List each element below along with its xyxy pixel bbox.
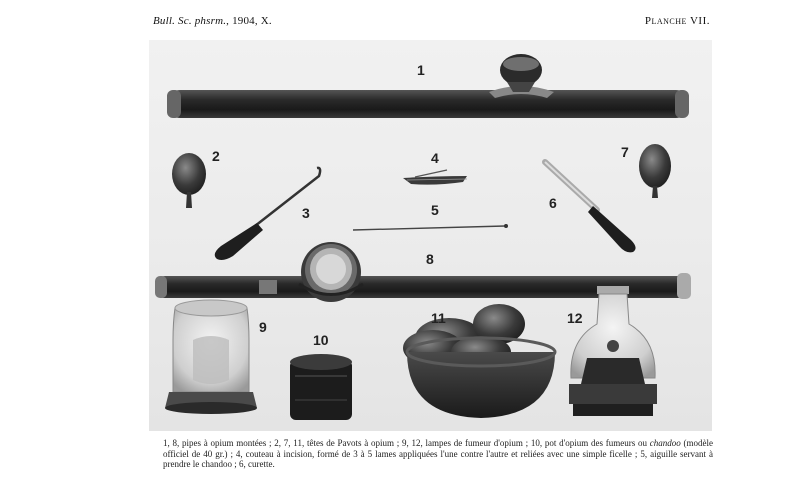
label-3: 3: [302, 205, 310, 221]
caption-part-2: (modèle officiel de 40 gr.) ; 4, couteau à incision, formé de 3 à 5 lames appliquées l'une contre l'autre et reliées avec une simple ficelle ; 5, aiguille servant à prendre le chandoo ; 6, curette.: [163, 438, 713, 469]
label-9: 9: [259, 319, 267, 335]
label-7: 7: [621, 144, 629, 160]
chandoo-pot-10: [290, 354, 352, 420]
poppy-bowl-11: [403, 304, 555, 418]
poppy-head-7: [639, 144, 671, 198]
incision-knife-4: [403, 170, 467, 185]
year-volume: , 1904, X.: [226, 15, 272, 27]
curette-6: [545, 162, 636, 252]
label-2: 2: [212, 148, 220, 164]
caption-part-1: 1, 8, pipes à opium montées ; 2, 7, 11, têtes de Pavots à opium ; 9, 12, lampes de fumeur d'opium ; 10, pot d'opium des fumeurs ou: [163, 438, 650, 448]
opium-lamp-9: [165, 300, 257, 414]
plate-number: Planche VII.: [644, 15, 710, 27]
plate-illustration: [149, 40, 712, 431]
label-10: 10: [313, 332, 329, 348]
running-header: [153, 15, 272, 27]
photo-plate: [149, 40, 712, 431]
journal-title: Bull. Sc. phsrm.: [153, 15, 227, 27]
label-11: 11: [431, 310, 446, 326]
label-12: 12: [567, 310, 583, 326]
label-6: 6: [549, 195, 557, 211]
needle-5: [353, 224, 508, 230]
caption-chandoo: chandoo: [649, 438, 681, 448]
label-4: 4: [431, 150, 439, 166]
label-1: 1: [417, 62, 425, 78]
opium-pipe-1: [167, 54, 689, 118]
opium-lamp-12: [569, 286, 657, 416]
label-5: 5: [431, 202, 439, 218]
poppy-head-2: [172, 153, 206, 208]
label-8: 8: [426, 251, 434, 267]
figure-caption: [163, 438, 713, 470]
